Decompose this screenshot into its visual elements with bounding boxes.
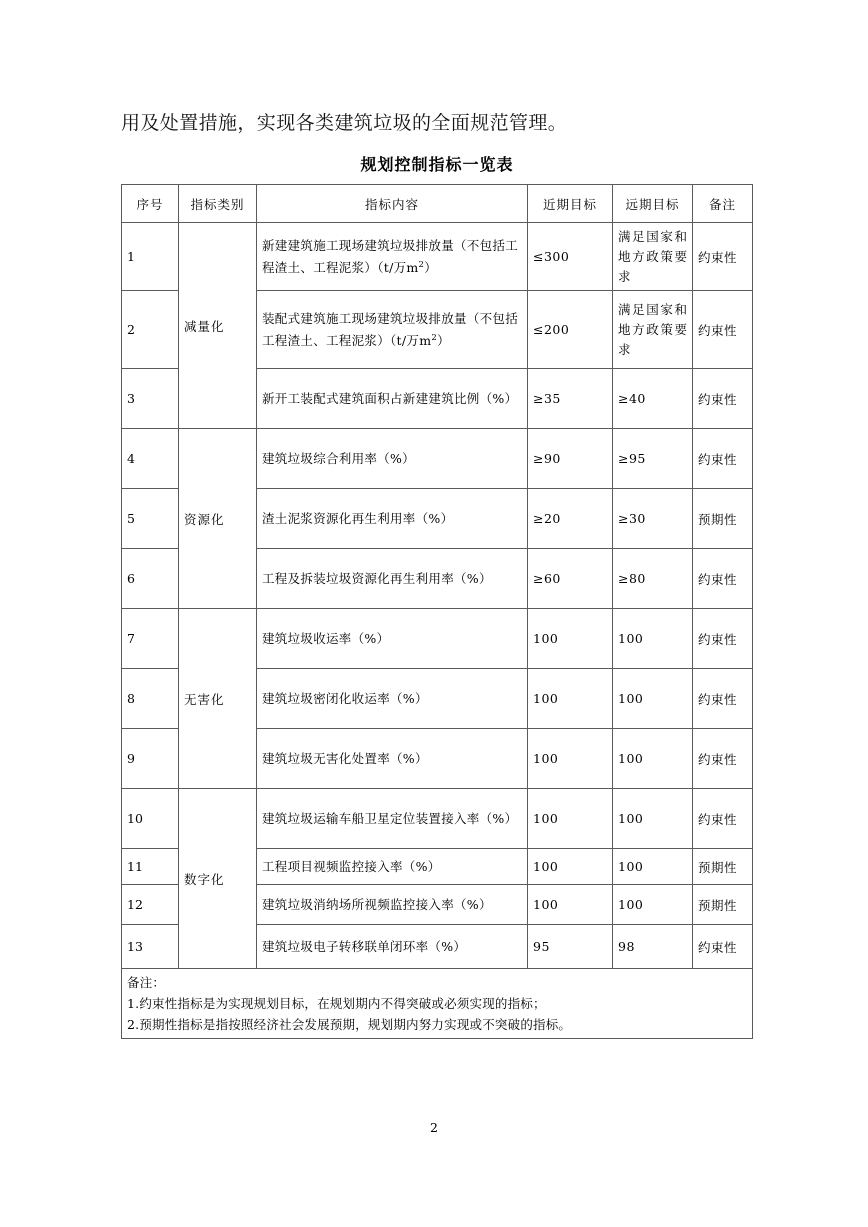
cell-category-resource: 资源化 <box>179 429 257 609</box>
cell-item: 渣土泥浆资源化再生利用率（%） <box>257 489 528 549</box>
item-line-3: m <box>419 332 432 348</box>
table-header-row <box>122 185 753 223</box>
cell-no: 13 <box>122 925 179 969</box>
table-row <box>122 609 753 669</box>
header-remark: 备注 <box>693 185 753 223</box>
table-notes-row <box>122 969 753 1039</box>
cell-far-target: ≥80 <box>613 549 693 609</box>
cell-remark: 约束性 <box>693 609 753 669</box>
cell-far-target: 100 <box>613 849 693 885</box>
cell-item: 建筑垃圾消纳场所视频监控接入率（%） <box>257 885 528 925</box>
cell-no: 5 <box>122 489 179 549</box>
cell-far-target: 100 <box>613 729 693 789</box>
cell-remark: 约束性 <box>693 291 753 369</box>
item-line-1: 新开工装配式建筑面积占新建建筑比例 <box>262 390 480 406</box>
cell-near-target: ≤200 <box>528 291 613 369</box>
item-line-2-tail: ） <box>424 259 438 275</box>
body-paragraph: 用及处置措施，实现各类建筑垃圾的全面规范管理。 <box>121 112 568 134</box>
cell-no: 11 <box>122 849 179 885</box>
cell-near-target: 100 <box>528 609 613 669</box>
cell-remark: 约束性 <box>693 925 753 969</box>
header-near-target: 近期目标 <box>528 185 613 223</box>
item-line-2: 包括工程渣土、工程泥浆）（t/万m <box>262 237 519 275</box>
cell-near-target: 100 <box>528 729 613 789</box>
table-caption: 规划控制指标一览表 <box>360 155 514 174</box>
cell-remark: 预期性 <box>693 885 753 925</box>
cell-near-target: 95 <box>528 925 613 969</box>
cell-category-digital: 数字化 <box>179 789 257 969</box>
cell-far-target: ≥30 <box>613 489 693 549</box>
cell-no: 2 <box>122 291 179 369</box>
item-line-3-tail: ） <box>437 332 450 348</box>
notes-line-1: 1.约束性指标是为实现规划目标，在规划期内不得突破或必须实现的指标； <box>127 996 546 1011</box>
table-row <box>122 789 753 849</box>
cell-near-target: 100 <box>528 849 613 885</box>
cell-near-target: 100 <box>528 789 613 849</box>
cell-no: 1 <box>122 223 179 291</box>
cell-item: 建筑垃圾综合利用率（%） <box>257 429 528 489</box>
cell-item <box>257 223 528 291</box>
cell-far-target: 100 <box>613 669 693 729</box>
cell-far-target: ≥40 <box>613 369 693 429</box>
cell-far-target: 100 <box>613 609 693 669</box>
item-line-2: （%） <box>479 390 518 406</box>
cell-far-target: 满足国家和地方政策要求 <box>613 291 693 369</box>
item-superscript: 2 <box>418 259 425 270</box>
table-body <box>122 223 753 1039</box>
cell-item: 工程及拆装垃圾资源化再生利用率（%） <box>257 549 528 609</box>
cell-remark: 约束性 <box>693 429 753 489</box>
cell-near-target: 100 <box>528 669 613 729</box>
cell-remark: 约束性 <box>693 729 753 789</box>
header-category: 指标类别 <box>179 185 257 223</box>
indicator-table-wrapper <box>121 184 752 1039</box>
cell-no: 10 <box>122 789 179 849</box>
cell-item <box>257 369 528 429</box>
item-line-1: 新建建筑施工现场建筑垃圾排放量（不 <box>262 237 480 253</box>
page-number: 2 <box>430 1120 438 1135</box>
cell-no: 9 <box>122 729 179 789</box>
cell-category-harmless: 无害化 <box>179 609 257 789</box>
table-header <box>122 185 753 223</box>
cell-remark: 约束性 <box>693 549 753 609</box>
cell-near-target: ≥90 <box>528 429 613 489</box>
planning-control-indicator-table <box>121 184 753 1039</box>
cell-far-target: 满足国家和地方政策要求 <box>613 223 693 291</box>
header-no: 序号 <box>122 185 179 223</box>
cell-no: 8 <box>122 669 179 729</box>
cell-far-target: 100 <box>613 885 693 925</box>
cell-near-target: ≤300 <box>528 223 613 291</box>
cell-item <box>257 291 528 369</box>
cell-remark: 约束性 <box>693 789 753 849</box>
cell-far-target: 98 <box>613 925 693 969</box>
item-line-1: 建筑垃圾运输车船卫星定位装置接入率 <box>262 810 480 826</box>
cell-near-target: ≥20 <box>528 489 613 549</box>
cell-remark: 约束性 <box>693 369 753 429</box>
item-line-1: 装配式建筑施工现场建筑垃圾排放量 <box>262 310 467 326</box>
cell-item: 建筑垃圾电子转移联单闭环率（%） <box>257 925 528 969</box>
cell-no: 7 <box>122 609 179 669</box>
cell-near-target: 100 <box>528 885 613 925</box>
cell-far-target: 100 <box>613 789 693 849</box>
item-line-2: （不包括工程渣土、工程泥浆）（t/万 <box>262 310 519 348</box>
cell-remark: 约束性 <box>693 223 753 291</box>
cell-category-reduction: 减量化 <box>179 223 257 429</box>
table-row <box>122 429 753 489</box>
header-far-target: 远期目标 <box>613 185 693 223</box>
item-line-2: （%） <box>479 810 518 826</box>
notes-line-2: 2.预期性指标是指按照经济社会发展预期，规划期内努力实现或不突破的指标。 <box>127 1017 572 1032</box>
cell-item: 工程项目视频监控接入率（%） <box>257 849 528 885</box>
notes-title: 备注： <box>127 975 166 990</box>
cell-notes <box>122 969 753 1039</box>
cell-no: 4 <box>122 429 179 489</box>
cell-item: 建筑垃圾无害化处置率（%） <box>257 729 528 789</box>
item-superscript: 2 <box>431 332 438 343</box>
cell-near-target: ≥60 <box>528 549 613 609</box>
cell-remark: 约束性 <box>693 669 753 729</box>
header-item: 指标内容 <box>257 185 528 223</box>
cell-item <box>257 789 528 849</box>
cell-no: 6 <box>122 549 179 609</box>
table-row <box>122 223 753 291</box>
cell-remark: 预期性 <box>693 489 753 549</box>
cell-near-target: ≥35 <box>528 369 613 429</box>
cell-item: 建筑垃圾收运率（%） <box>257 609 528 669</box>
cell-far-target: ≥95 <box>613 429 693 489</box>
cell-remark: 预期性 <box>693 849 753 885</box>
cell-item: 建筑垃圾密闭化收运率（%） <box>257 669 528 729</box>
cell-no: 3 <box>122 369 179 429</box>
cell-no: 12 <box>122 885 179 925</box>
